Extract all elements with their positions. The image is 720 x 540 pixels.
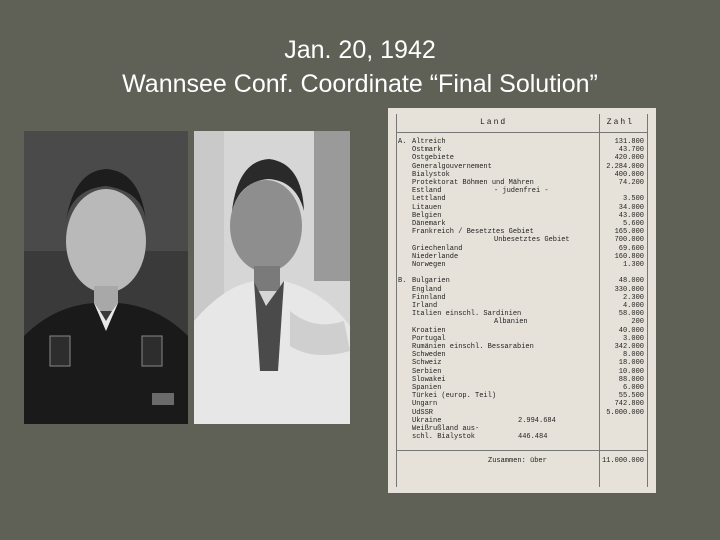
row-number: 5.600 bbox=[622, 220, 644, 228]
row-sub: Albanien bbox=[494, 318, 528, 327]
row-number: 700.000 bbox=[614, 236, 644, 245]
table-border-left bbox=[396, 114, 397, 487]
table-row bbox=[398, 187, 644, 195]
row-section: B. bbox=[398, 277, 407, 286]
table-row bbox=[398, 146, 644, 154]
row-country: Niederlande bbox=[412, 252, 459, 261]
row-number: 165.000 bbox=[614, 228, 644, 237]
row-number: 3.500 bbox=[622, 195, 644, 204]
table-row bbox=[398, 154, 644, 162]
table-row bbox=[398, 417, 644, 425]
row-number: 58.000 bbox=[618, 310, 644, 319]
header-land: Land bbox=[480, 118, 508, 127]
table-row bbox=[398, 343, 644, 351]
sum-label: Zusammen: über bbox=[488, 457, 547, 465]
row-country: Generalgouvernement bbox=[412, 162, 492, 171]
row-number: 2.300 bbox=[622, 293, 644, 302]
row-country: Litauen bbox=[412, 203, 442, 212]
row-number: 742.800 bbox=[614, 400, 644, 409]
row-country: Serbien bbox=[412, 367, 442, 376]
row-country: Altreich bbox=[412, 138, 446, 146]
row-country: Belgien bbox=[412, 211, 442, 220]
table-row bbox=[398, 220, 644, 228]
table-row bbox=[398, 376, 644, 384]
row-number: 43.700 bbox=[618, 146, 644, 155]
row-country: Estland bbox=[412, 187, 442, 196]
row-country: Finnland bbox=[412, 293, 446, 302]
table-row bbox=[398, 327, 644, 335]
row-country: Irland bbox=[412, 302, 438, 310]
table-row bbox=[398, 261, 644, 269]
row-number: 200 bbox=[631, 318, 644, 327]
table-row bbox=[398, 368, 644, 376]
table-row bbox=[398, 384, 644, 392]
row-country: Ostmark bbox=[412, 146, 442, 155]
row-number: 8.000 bbox=[622, 351, 644, 360]
row-country: Spanien bbox=[412, 384, 442, 392]
row-number: 3.000 bbox=[622, 334, 644, 343]
row-country: Kroatien bbox=[412, 326, 446, 335]
row-number: 330.000 bbox=[614, 285, 644, 294]
row-number: 2.284.000 bbox=[606, 162, 644, 171]
row-number: 18.000 bbox=[618, 359, 644, 368]
table-row bbox=[398, 138, 644, 146]
row-sub: Unbesetztes Gebiet bbox=[494, 236, 570, 245]
row-country: Bialystok bbox=[412, 170, 450, 179]
row-number: 69.600 bbox=[618, 244, 644, 253]
table-row bbox=[398, 163, 644, 171]
row-country: England bbox=[412, 285, 442, 294]
row-section: A. bbox=[398, 138, 407, 146]
row-number: 10.000 bbox=[618, 367, 644, 376]
row-subtotal: 2.994.684 bbox=[518, 416, 556, 425]
sum-value: 11.000.000 bbox=[601, 457, 644, 465]
row-country: Griechenland bbox=[412, 244, 463, 253]
table-row bbox=[398, 228, 644, 236]
row-country: Norwegen bbox=[412, 261, 446, 269]
table-row bbox=[398, 269, 644, 277]
header-divider bbox=[396, 132, 648, 133]
row-number: 55.500 bbox=[618, 392, 644, 401]
table-row bbox=[398, 286, 644, 294]
row-country: Protektorat Böhmen und Mähren bbox=[412, 179, 534, 187]
row-country: Türkei (europ. Teil) bbox=[412, 392, 497, 401]
slide-title-line-2: Wannsee Conf. Coordinate “Final Solution” bbox=[122, 70, 598, 98]
table-row bbox=[398, 425, 644, 433]
row-number: 43.000 bbox=[618, 211, 644, 220]
sum-divider bbox=[396, 450, 648, 451]
row-number: 131.800 bbox=[614, 138, 644, 146]
row-number: 160.800 bbox=[614, 252, 644, 261]
row-number: 88.000 bbox=[618, 375, 644, 384]
row-number: 400.000 bbox=[614, 170, 644, 179]
row-country: Italien einschl. Sardinien bbox=[412, 310, 522, 319]
wannsee-document bbox=[388, 108, 656, 493]
portrait-photo-civilian bbox=[194, 131, 350, 424]
table-row bbox=[398, 335, 644, 343]
row-country: Ostgebiete bbox=[412, 154, 455, 163]
table-row bbox=[398, 253, 644, 261]
portrait-photo-uniform bbox=[24, 131, 188, 424]
table-row bbox=[398, 302, 644, 310]
table-row bbox=[398, 179, 644, 187]
row-number: 5.000.000 bbox=[606, 408, 644, 417]
row-number: 74.200 bbox=[618, 179, 644, 187]
table-border-right bbox=[647, 114, 648, 487]
row-sub: - judenfrei - bbox=[494, 187, 549, 196]
table-row bbox=[398, 294, 644, 302]
table-row bbox=[398, 277, 644, 285]
table-row bbox=[398, 392, 644, 400]
row-number: 4.000 bbox=[622, 302, 644, 310]
row-country: Portugal bbox=[412, 334, 446, 343]
row-number: 420.000 bbox=[614, 154, 644, 163]
row-country: Schweiz bbox=[412, 359, 442, 368]
row-country: Frankreich / Besetztes Gebiet bbox=[412, 228, 534, 237]
row-country: Lettland bbox=[412, 195, 446, 204]
row-country: Ukraine bbox=[412, 416, 442, 425]
sum-row bbox=[398, 456, 644, 466]
table-row bbox=[398, 212, 644, 220]
row-country: Bulgarien bbox=[412, 277, 450, 286]
row-number: 40.000 bbox=[618, 326, 644, 335]
table-row bbox=[398, 310, 644, 318]
table-row bbox=[398, 351, 644, 359]
table-row bbox=[398, 409, 644, 417]
table-row bbox=[398, 204, 644, 212]
row-country: Ungarn bbox=[412, 400, 438, 409]
row-number: 34.000 bbox=[618, 203, 644, 212]
table-row bbox=[398, 359, 644, 367]
row-number: 342.000 bbox=[614, 343, 644, 351]
row-subtotal: 446.484 bbox=[518, 433, 548, 442]
row-country: Slowakei bbox=[412, 375, 446, 384]
row-country: UdSSR bbox=[412, 408, 434, 417]
table-row bbox=[398, 400, 644, 408]
table-row bbox=[398, 171, 644, 179]
slide-title-line-1: Jan. 20, 1942 bbox=[284, 36, 436, 64]
table-row bbox=[398, 318, 644, 326]
row-country: Weißrußland aus- bbox=[412, 425, 480, 433]
table-row bbox=[398, 433, 644, 441]
row-number: 6.000 bbox=[622, 384, 644, 392]
table-row bbox=[398, 245, 644, 253]
row-country: schl. Bialystok bbox=[412, 433, 476, 442]
table-row bbox=[398, 195, 644, 203]
table-row bbox=[398, 236, 644, 244]
row-country: Schweden bbox=[412, 351, 446, 360]
row-number: 1.300 bbox=[622, 261, 644, 269]
header-zahl: Zahl bbox=[606, 118, 634, 127]
row-country: Dänemark bbox=[412, 220, 446, 228]
row-country: Rumänien einschl. Bessarabien bbox=[412, 343, 534, 351]
row-number: 48.000 bbox=[618, 277, 644, 286]
